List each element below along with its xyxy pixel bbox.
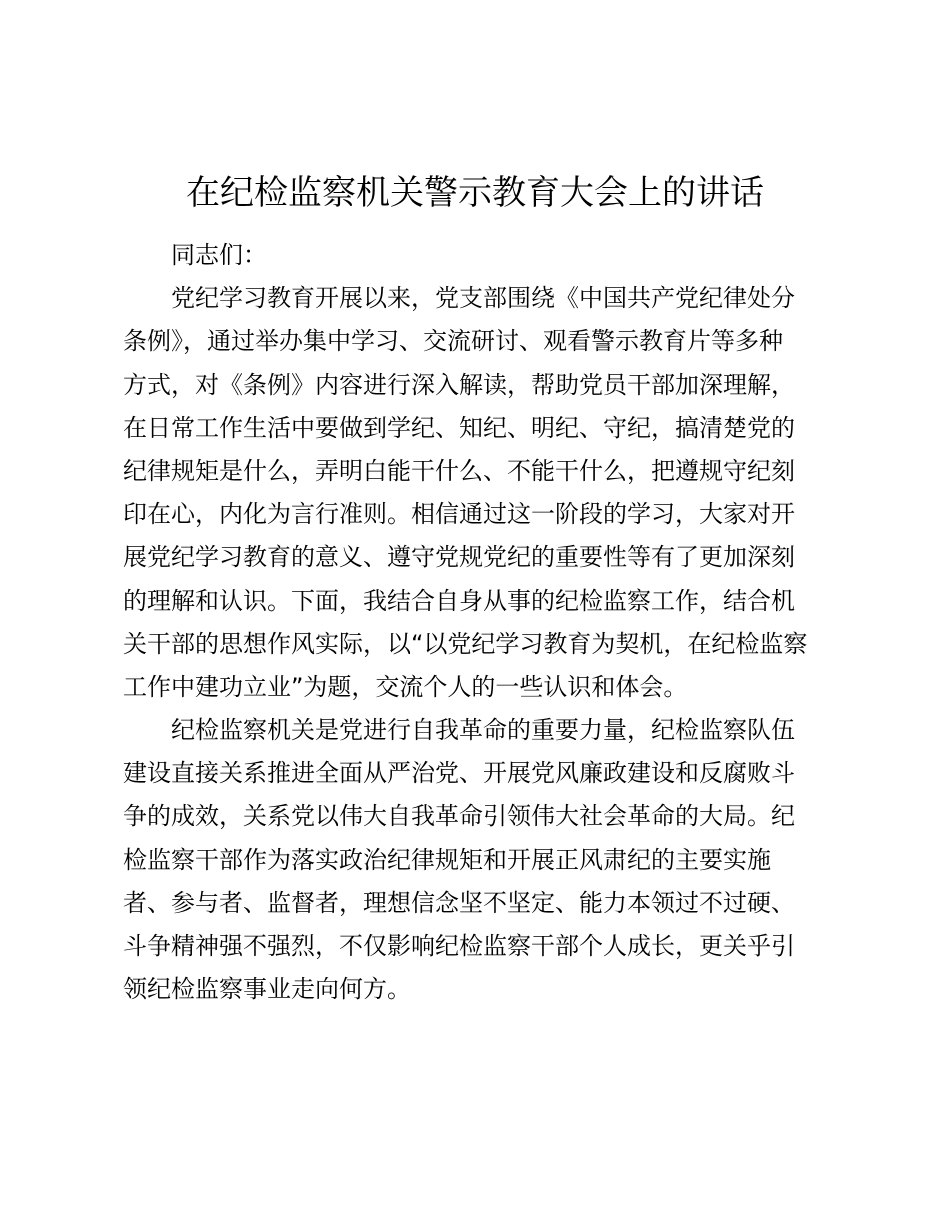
paragraph-line: 者、参与者、监督者，理想信念坚不坚定、能力本领过不过硬、 — [123, 888, 795, 917]
paragraph-line: 展党纪学习教育的意义、遵守党规党纪的重要性等有了更加深刻 — [123, 543, 795, 572]
document-body — [123, 234, 838, 1011]
paragraph-line: 工作中建功立业”为题，交流个人的一些认识和体会。 — [123, 672, 688, 701]
document-title: 在纪检监察机关警示教育大会上的讲话 — [186, 173, 764, 213]
paragraph-line: 争的成效，关系党以伟大自我革命引领伟大社会革命的大局。纪 — [123, 802, 795, 831]
paragraph-line: 党纪学习教育开展以来，党支部围绕《中国共产党纪律处分 — [171, 284, 795, 313]
paragraph-line: 的理解和认识。下面，我结合自身从事的纪检监察工作，结合机 — [123, 586, 795, 615]
paragraph-line: 条例》，通过举办集中学习、交流研讨、观看警示教育片等多种 — [123, 327, 783, 356]
paragraph-line: 方式，对《条例》内容进行深入解读，帮助党员干部加深理解， — [123, 370, 795, 399]
paragraph-2 — [123, 709, 838, 1011]
paragraph-line: 纪检监察机关是党进行自我革命的重要力量，纪检监察队伍 — [171, 716, 795, 745]
paragraph-line: 纪律规矩是什么，弄明白能干什么、不能干什么，把遵规守纪刻 — [123, 456, 795, 485]
salutation: 同志们： — [171, 241, 267, 269]
paragraph-line: 在日常工作生活中要做到学纪、知纪、明纪、守纪，搞清楚党的 — [123, 413, 795, 442]
paragraph-line: 印在心，内化为言行准则。相信通过这一阶段的学习，大家对开 — [123, 500, 795, 529]
paragraph-line: 建设直接关系推进全面从严治党、开展党风廉政建设和反腐败斗 — [123, 759, 795, 788]
paragraph-line: 关干部的思想作风实际，以“以党纪学习教育为契机，在纪检监察 — [123, 629, 808, 658]
paragraph-1 — [123, 277, 838, 709]
paragraph-line: 领纪检监察事业走向何方。 — [123, 975, 411, 1004]
paragraph-line: 检监察干部作为落实政治纪律规矩和开展正风肃纪的主要实施 — [123, 845, 771, 874]
paragraph-line: 斗争精神强不强烈，不仅影响纪检监察干部个人成长，更关乎引 — [123, 932, 795, 960]
salutation-paragraph — [123, 234, 838, 277]
